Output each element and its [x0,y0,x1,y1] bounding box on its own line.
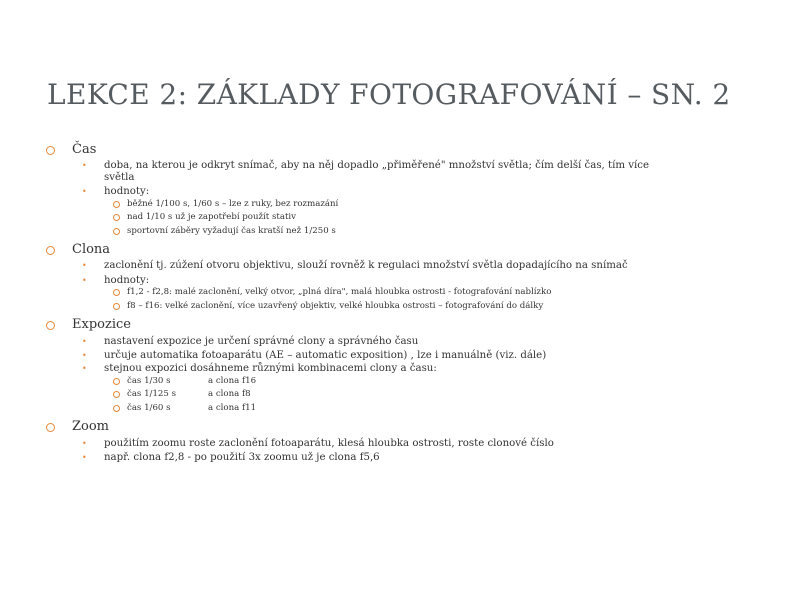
level3-bullet-icon [113,378,120,385]
section-expozice [46,315,766,415]
level3-bullet-icon [113,405,120,412]
list-item: • zaclonění tj. zúžení otvoru objektivu, slouží rovněž k regulaci množství světla dopadajícího na snímač [82,260,628,271]
list-item: • hodnoty: [82,186,150,197]
list-item: • určuje automatika fotoaparátu (AE – automatic exposition) , lze i manuálně (viz. dále) [82,349,547,361]
sub-list-item [46,402,766,416]
level1-bullet-icon [46,146,55,155]
exposure-time: čas 1/60 s [127,402,171,413]
sub-list-item [46,375,766,389]
section-zoom [46,417,766,463]
level1-bullet-icon [46,246,55,255]
level3-bullet-icon [113,228,120,235]
exposure-aperture: a clona f8 [208,389,251,399]
list-item: • stejnou expozici dosáhneme různými kombinacemi clony a času: [82,363,437,374]
section-heading: Čas [72,142,97,157]
level3-bullet-icon [113,303,120,310]
sub-list-item: f1,2 - f2,8: malé zaclonění, velký otvor, „plná díra", malá hloubka ostrosti - fotografování nablízko [46,286,766,300]
section-heading: Expozice [72,317,131,332]
slide-content [46,140,766,463]
sub-list-item: nad 1/10 s už je zapotřebí použít stativ [46,211,766,225]
slide-title: LEKCE 2: ZÁKLADY FOTOGRAFOVÁNÍ – SN. 2 [47,78,731,111]
level2-bullet-icon: • [82,350,87,360]
section-cas [46,140,766,238]
sub-list-item: f8 – f16: velké zaclonění, více uzavřený objektiv, velké hloubka ostrosti – fotografování do dálky [46,300,766,314]
sub-list-item [46,388,766,402]
section-clona [46,240,766,313]
level1-bullet-icon [46,321,55,330]
level1-bullet-icon [46,423,55,432]
exposure-aperture: a clona f11 [208,402,257,413]
level3-bullet-icon [113,201,120,208]
section-heading: Clona [72,242,111,257]
level2-bullet-icon: • [82,452,87,462]
level3-bullet-icon [113,391,120,398]
sub-list-item: běžné 1/100 s, 1/60 s – lze z ruky, bez rozmazání [46,198,766,212]
list-item: • nastavení expozice je určení správné clony a správného času [82,336,419,347]
list-item: • doba, na kterou je odkryt snímač, aby na něj dopadlo „přiměřené" množství světla; čím delší čas, tím více světla [82,160,650,183]
exposure-time: čas 1/125 s [127,389,176,399]
level2-bullet-icon: • [82,364,87,373]
exposure-aperture: a clona f16 [208,375,257,386]
list-item: • použitím zoomu roste zaclonění fotoaparátu, klesá hloubka ostrosti, roste clonové číslo [82,438,554,449]
list-item: • hodnoty: [82,274,150,286]
list-item: • např. clona f2,8 - po použití 3x zoomu už je clona f5,6 [82,451,380,463]
level2-bullet-icon: • [82,275,87,285]
level2-bullet-icon: • [82,337,87,346]
level3-bullet-icon [113,289,120,296]
section-heading: Zoom [72,419,110,434]
level3-bullet-icon [113,214,120,221]
level2-bullet-icon: • [82,439,87,448]
level2-bullet-icon: • [82,261,87,270]
level2-bullet-icon: • [82,161,87,170]
sub-list-item: sportovní záběry vyžadují čas kratší než 1/250 s [46,225,766,239]
level2-bullet-icon: • [82,187,87,196]
exposure-time: čas 1/30 s [127,375,171,386]
